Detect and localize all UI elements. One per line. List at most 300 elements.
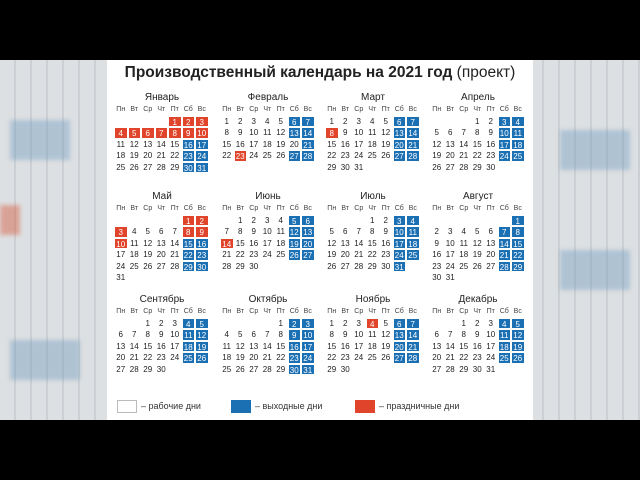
weekend-day-cell: 14: [406, 329, 420, 341]
holiday-day-cell: 6: [141, 127, 155, 139]
weekday-header: Вт: [130, 106, 139, 113]
month-name: Апрель: [461, 92, 495, 103]
weekend-day-cell: 31: [301, 364, 315, 376]
weekend-day-cell: 21: [301, 139, 315, 151]
day-cell: 7: [172, 227, 177, 236]
day-cell: 25: [262, 151, 272, 160]
weekend-day-cell: 16: [182, 139, 196, 151]
weekend-day-cell: 19: [288, 238, 302, 250]
legend-label: – праздничные дни: [379, 401, 460, 411]
weekday-header: Пн: [116, 106, 126, 113]
day-cell: 22: [222, 151, 232, 160]
day-cell: 19: [129, 151, 139, 160]
empty-cell: [128, 116, 142, 128]
holiday-swatch: [355, 400, 375, 413]
day-cell: 16: [235, 139, 245, 149]
day-cell: 17: [262, 238, 272, 248]
day-cell: 1: [224, 116, 229, 126]
day-cell: 9: [238, 128, 243, 137]
day-cell: 29: [143, 364, 153, 374]
weekend-day-cell: 7: [406, 318, 420, 330]
day-cell: 25: [276, 250, 286, 259]
weekday-header: Ср: [459, 308, 469, 315]
month-grid: [114, 306, 210, 375]
weekend-day-cell: 29: [182, 261, 196, 273]
calendar-panel: [107, 60, 533, 420]
day-cell: 16: [472, 341, 482, 351]
month-name: Август: [462, 191, 494, 202]
day-cell: 9: [475, 330, 480, 339]
day-cell: 24: [170, 353, 180, 362]
day-cell: 23: [156, 353, 166, 362]
day-cell: 18: [262, 139, 272, 149]
day-cell: 24: [262, 250, 272, 259]
day-cell: 28: [222, 261, 232, 271]
day-cell: 11: [459, 238, 468, 248]
weekend-day-cell: 13: [393, 329, 407, 341]
weekend-day-cell: 30: [182, 162, 196, 174]
day-cell: 20: [340, 250, 350, 259]
day-cell: 23: [486, 151, 496, 160]
weekend-day-cell: 14: [406, 127, 420, 139]
weekday-header: Вт: [446, 308, 455, 315]
day-cell: 9: [343, 330, 348, 339]
empty-cell: [430, 116, 444, 128]
weekday-header: Чт: [473, 308, 482, 315]
day-cell: 5: [238, 330, 243, 339]
weekday-header: Сб: [499, 308, 509, 315]
weekend-day-cell: 22: [511, 249, 525, 261]
day-cell: 20: [249, 353, 259, 362]
day-cell: 16: [432, 250, 442, 259]
weekend-day-cell: 17: [393, 238, 407, 250]
weekday-header: Вс: [408, 308, 417, 315]
day-cell: 4: [461, 227, 466, 236]
day-cell: 11: [368, 128, 377, 137]
day-cell: 13: [143, 139, 153, 149]
day-cell: 2: [343, 318, 348, 328]
weekend-day-cell: 6: [393, 116, 407, 128]
workday-swatch: [117, 400, 137, 413]
empty-cell: [141, 215, 155, 227]
day-cell: 27: [486, 261, 496, 271]
background-blur-block: [10, 340, 80, 380]
weekday-header: Пн: [222, 205, 232, 212]
weekend-day-cell: 25: [498, 352, 512, 364]
day-cell: 30: [340, 162, 350, 172]
weekend-day-cell: 3: [498, 116, 512, 128]
weekend-day-cell: 6: [393, 318, 407, 330]
weekend-day-cell: 7: [498, 226, 512, 238]
day-cell: 9: [159, 330, 164, 339]
weekend-day-cell: 15: [511, 238, 525, 250]
weekday-header: Вс: [303, 308, 312, 315]
day-cell: 22: [472, 151, 482, 160]
weekend-day-cell: 6: [301, 215, 315, 227]
day-cell: 9: [434, 238, 439, 248]
day-cell: 24: [116, 261, 126, 271]
day-cell: 30: [340, 364, 350, 374]
weekday-header: Сб: [499, 205, 509, 212]
weekday-header: Вт: [236, 205, 245, 212]
weekday-header: Ср: [354, 308, 364, 315]
day-cell: 10: [262, 227, 272, 236]
day-cell: 30: [432, 273, 442, 282]
day-cell: 9: [343, 128, 348, 137]
weekday-header: Вт: [341, 205, 350, 212]
weekend-day-cell: 27: [301, 249, 315, 261]
empty-cell: [247, 318, 261, 330]
day-cell: 7: [356, 227, 361, 236]
day-cell: 15: [276, 341, 286, 351]
day-cell: 16: [381, 238, 391, 248]
empty-cell: [168, 215, 182, 227]
month-grid: [430, 203, 526, 284]
day-cell: 7: [448, 330, 453, 339]
empty-cell: [155, 215, 169, 227]
day-cell: 8: [145, 330, 150, 339]
empty-cell: [234, 318, 248, 330]
day-cell: 4: [224, 330, 229, 339]
weekend-day-cell: 28: [301, 150, 315, 162]
day-cell: 19: [143, 250, 153, 259]
day-cell: 6: [251, 330, 256, 339]
day-cell: 31: [354, 162, 364, 172]
day-cell: 22: [170, 151, 180, 160]
day-cell: 21: [129, 353, 139, 362]
weekday-header: Пн: [222, 308, 232, 315]
weekday-header: Пт: [486, 106, 495, 113]
day-cell: 1: [329, 116, 334, 126]
weekend-day-cell: 16: [288, 341, 302, 353]
day-cell: 2: [343, 116, 348, 126]
weekday-header: Ср: [354, 106, 364, 113]
day-cell: 26: [129, 162, 139, 172]
weekday-header: Пт: [276, 106, 285, 113]
day-cell: 17: [486, 341, 496, 351]
day-cell: 27: [143, 162, 153, 172]
empty-cell: [128, 318, 142, 330]
weekday-header: Сб: [499, 106, 509, 113]
empty-cell: [220, 318, 234, 330]
month-block: [114, 293, 210, 375]
month-name: Июнь: [255, 191, 281, 202]
day-cell: 15: [235, 238, 245, 248]
weekend-day-cell: 21: [498, 249, 512, 261]
weekday-header: Вс: [513, 106, 522, 113]
weekday-header: Вт: [236, 106, 245, 113]
day-cell: 4: [132, 227, 137, 236]
day-cell: 28: [262, 364, 272, 374]
weekday-header: Вт: [341, 308, 350, 315]
holiday-day-cell: 14: [220, 238, 234, 250]
month-block: [114, 91, 210, 173]
holiday-day-cell: 3: [114, 226, 128, 238]
day-cell: 31: [116, 273, 126, 282]
day-cell: 12: [235, 341, 245, 351]
weekend-day-cell: 13: [301, 226, 315, 238]
day-cell: 2: [251, 215, 256, 225]
weekend-day-cell: 17: [301, 341, 315, 353]
empty-cell: [498, 215, 512, 227]
legend-label: – рабочие дни: [141, 401, 201, 411]
day-cell: 16: [249, 238, 259, 248]
day-cell: 9: [488, 128, 493, 137]
weekend-day-cell: 1: [511, 215, 525, 227]
month-grid: [325, 306, 421, 375]
day-cell: 22: [367, 250, 377, 259]
day-cell: 24: [354, 353, 364, 362]
weekend-day-cell: 9: [288, 329, 302, 341]
weekend-day-cell: 7: [406, 116, 420, 128]
day-cell: 15: [170, 139, 180, 149]
day-cell: 29: [367, 261, 377, 271]
weekday-header: Ср: [354, 205, 364, 212]
day-cell: 18: [367, 341, 377, 351]
day-cell: 6: [448, 128, 453, 137]
weekend-day-cell: 27: [393, 150, 407, 162]
day-cell: 13: [156, 238, 166, 248]
empty-cell: [325, 215, 339, 227]
day-cell: 1: [238, 215, 243, 225]
month-block: [220, 190, 316, 272]
weekend-day-cell: 31: [393, 261, 407, 273]
weekend-day-cell: 20: [393, 139, 407, 151]
day-cell: 16: [340, 139, 350, 149]
weekday-header: Вс: [513, 308, 522, 315]
day-cell: 20: [289, 139, 299, 149]
day-cell: 18: [459, 250, 469, 259]
day-cell: 5: [329, 227, 334, 236]
day-cell: 22: [327, 353, 337, 362]
day-cell: 6: [343, 227, 348, 236]
weekend-day-cell: 14: [301, 127, 315, 139]
weekend-day-cell: 25: [182, 352, 196, 364]
weekend-day-cell: 23: [182, 150, 196, 162]
weekend-day-cell: 4: [498, 318, 512, 330]
month-block: [430, 91, 526, 173]
day-cell: 9: [383, 227, 388, 236]
weekday-header: Пт: [170, 308, 179, 315]
weekend-day-cell: 12: [511, 329, 525, 341]
empty-cell: [220, 215, 234, 227]
weekend-day-cell: 28: [406, 352, 420, 364]
weekday-header: Пн: [327, 106, 337, 113]
empty-cell: [444, 318, 458, 330]
legend-workday: [117, 399, 201, 413]
weekend-day-cell: 3: [393, 215, 407, 227]
day-cell: 31: [445, 273, 455, 282]
day-cell: 20: [445, 151, 455, 160]
month-block: [325, 91, 421, 173]
day-cell: 14: [262, 341, 272, 351]
day-cell: 15: [367, 238, 377, 248]
day-cell: 12: [276, 128, 286, 137]
weekend-day-cell: 26: [511, 352, 525, 364]
day-cell: 26: [143, 261, 153, 271]
weekend-day-cell: 4: [182, 318, 196, 330]
weekend-day-cell: 3: [301, 318, 315, 330]
weekend-day-cell: 10: [301, 329, 315, 341]
holiday-day-cell: 8: [182, 226, 196, 238]
day-cell: 17: [354, 139, 364, 149]
day-cell: 20: [486, 250, 496, 259]
weekend-day-cell: 15: [182, 238, 196, 250]
weekday-header: Чт: [157, 205, 166, 212]
weekday-header: Ср: [143, 308, 153, 315]
day-cell: 22: [143, 353, 153, 362]
holiday-day-cell: 5: [128, 127, 142, 139]
day-cell: 12: [432, 139, 442, 149]
day-cell: 1: [145, 318, 150, 328]
day-cell: 21: [170, 250, 180, 259]
day-cell: 29: [327, 162, 337, 172]
month-block: [325, 190, 421, 272]
weekend-day-cell: 26: [288, 249, 302, 261]
day-cell: 5: [145, 227, 150, 236]
day-cell: 17: [445, 250, 455, 259]
day-cell: 3: [488, 318, 493, 328]
holiday-day-cell: 10: [114, 238, 128, 250]
holiday-day-cell: 8: [325, 127, 339, 139]
title-suffix: (проект): [456, 64, 516, 81]
day-cell: 24: [354, 151, 364, 160]
weekend-day-cell: 11: [511, 127, 525, 139]
month-name: Ноябрь: [355, 294, 391, 305]
weekday-header: Сб: [289, 308, 299, 315]
day-cell: 15: [222, 139, 232, 149]
weekday-header: Чт: [157, 308, 166, 315]
day-cell: 18: [367, 139, 377, 149]
weekend-day-cell: 11: [406, 226, 420, 238]
month-grid: [325, 104, 421, 173]
month-block: [325, 293, 421, 375]
weekday-header: Сб: [394, 205, 404, 212]
background-blur-block: [560, 250, 630, 290]
weekday-header: Пн: [222, 106, 232, 113]
weekend-day-cell: 4: [511, 116, 525, 128]
weekend-day-cell: 5: [288, 215, 302, 227]
day-cell: 12: [129, 139, 139, 149]
day-cell: 28: [445, 364, 455, 374]
day-cell: 8: [224, 128, 229, 137]
weekend-day-cell: 4: [406, 215, 420, 227]
weekend-day-cell: 26: [195, 352, 209, 364]
weekday-header: Сб: [183, 205, 193, 212]
day-cell: 11: [263, 128, 272, 137]
day-cell: 2: [475, 318, 480, 328]
empty-cell: [114, 116, 128, 128]
weekend-day-cell: 31: [195, 162, 209, 174]
weekend-day-cell: 5: [511, 318, 525, 330]
weekend-day-cell: 8: [511, 226, 525, 238]
day-cell: 12: [381, 128, 391, 137]
background-blur-block: [0, 205, 20, 235]
day-cell: 5: [383, 318, 388, 328]
weekend-day-cell: 12: [195, 329, 209, 341]
empty-cell: [430, 318, 444, 330]
day-cell: 19: [381, 341, 391, 351]
day-cell: 27: [116, 364, 126, 374]
weekend-day-cell: 18: [498, 341, 512, 353]
weekend-day-cell: 28: [498, 261, 512, 273]
background-blur-block: [10, 120, 70, 160]
day-cell: 27: [340, 261, 350, 271]
weekend-day-cell: 6: [288, 116, 302, 128]
day-cell: 25: [367, 353, 377, 362]
day-cell: 19: [472, 250, 482, 259]
empty-cell: [444, 116, 458, 128]
weekday-header: Чт: [368, 308, 377, 315]
weekday-header: Вт: [341, 106, 350, 113]
holiday-day-cell: 8: [168, 127, 182, 139]
day-cell: 23: [472, 353, 482, 362]
weekend-day-cell: 23: [288, 352, 302, 364]
holiday-day-cell: 2: [182, 116, 196, 128]
weekend-day-cell: 25: [406, 249, 420, 261]
day-cell: 28: [170, 261, 180, 271]
day-cell: 22: [327, 151, 337, 160]
day-cell: 28: [459, 162, 469, 172]
weekend-day-cell: 20: [301, 238, 315, 250]
weekday-header: Чт: [473, 106, 482, 113]
empty-cell: [114, 318, 128, 330]
day-cell: 17: [249, 139, 259, 149]
day-cell: 31: [486, 364, 496, 374]
weekday-header: Вт: [130, 205, 139, 212]
weekday-header: Вс: [408, 205, 417, 212]
day-cell: 24: [249, 151, 259, 160]
day-cell: 19: [276, 139, 286, 149]
empty-cell: [430, 215, 444, 227]
weekend-day-cell: 30: [288, 364, 302, 376]
day-cell: 21: [222, 250, 232, 259]
weekend-day-cell: 27: [288, 150, 302, 162]
day-cell: 29: [276, 364, 286, 374]
day-cell: 19: [235, 353, 245, 362]
empty-cell: [444, 215, 458, 227]
holiday-day-cell: 2: [195, 215, 209, 227]
day-cell: 15: [327, 139, 337, 149]
day-cell: 22: [276, 353, 286, 362]
day-cell: 6: [159, 227, 164, 236]
weekend-day-cell: 18: [406, 238, 420, 250]
weekday-header: Вс: [197, 205, 206, 212]
empty-cell: [155, 116, 169, 128]
day-cell: 27: [432, 364, 442, 374]
weekday-header: Ср: [459, 205, 469, 212]
day-cell: 13: [486, 238, 496, 248]
weekend-day-cell: 10: [393, 226, 407, 238]
empty-cell: [457, 116, 471, 128]
weekday-header: Пт: [381, 106, 390, 113]
empty-cell: [471, 215, 485, 227]
day-cell: 29: [327, 364, 337, 374]
day-cell: 2: [159, 318, 164, 328]
day-cell: 28: [129, 364, 139, 374]
day-cell: 4: [370, 116, 375, 126]
empty-cell: [339, 215, 353, 227]
day-cell: 12: [327, 238, 337, 248]
day-cell: 1: [461, 318, 466, 328]
month-name: Июль: [360, 191, 386, 202]
day-cell: 5: [278, 116, 283, 126]
weekday-header: Вт: [236, 308, 245, 315]
empty-cell: [352, 215, 366, 227]
weekend-day-cell: 24: [498, 150, 512, 162]
day-cell: 20: [116, 353, 126, 362]
legend-label: – выходные дни: [255, 401, 323, 411]
